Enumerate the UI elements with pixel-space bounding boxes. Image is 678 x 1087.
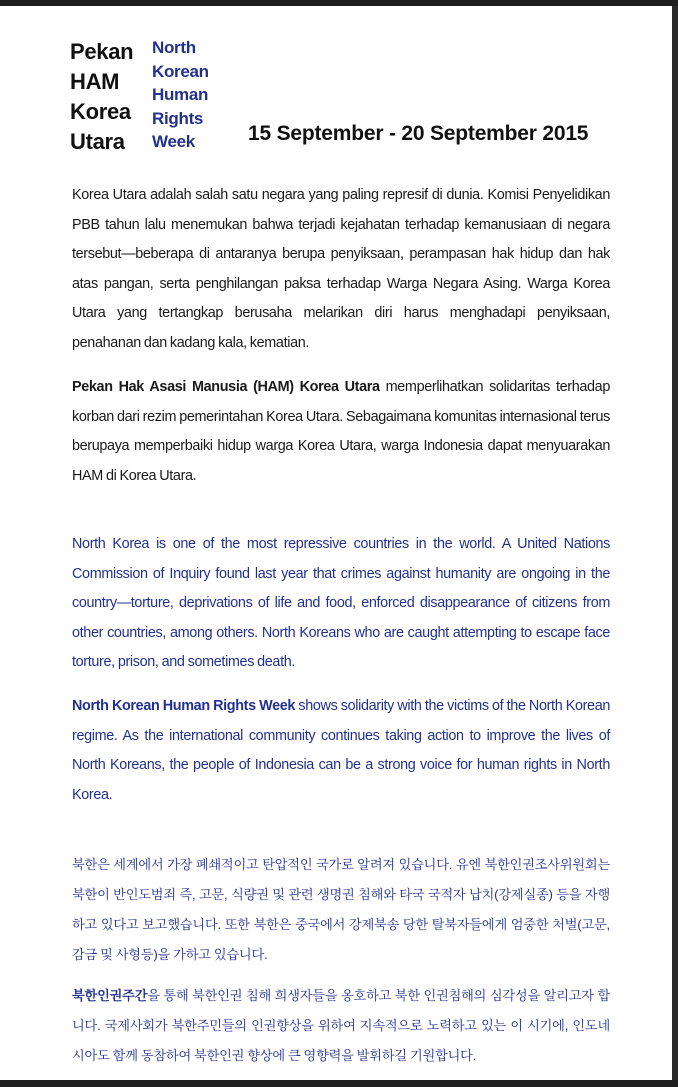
title-en-line: Human xyxy=(152,85,209,104)
korean-paragraph-2-lead: 북한인권주간 xyxy=(72,988,148,1003)
title-en-line: Rights xyxy=(152,108,204,128)
title-en-line: North xyxy=(152,38,196,57)
english-paragraph-2 xyxy=(72,692,610,810)
page-edge xyxy=(672,6,678,1080)
title-id-line: Korea xyxy=(70,99,131,124)
korean-paragraph-1: 북한은 세계에서 가장 폐쇄적이고 탄압적인 국가로 알려져 있습니다. 유엔 북한인권조사위원회는 북한이 반인도범죄 즉, 고문, 식량권 및 관련 생명권 침해와 타국 국적자 납치(강제실종) 등을 자행하고 있다고 보고했습니다. 또한 북한은 중국에서 강제북송 당한 탈북자들에게 엄중한 처벌(고문, 감금 및 사형등)을 가하고 있습니다. xyxy=(72,857,610,962)
indonesian-paragraph-1: Korea Utara adalah salah satu negara yang paling represif di dunia. Komisi Penyelidikan PBB tahun lalu menemukan bahwa terjadi kejahatan terhadap kemanusiaan di negara tersebut—beberapa di antaranya berupa penyiksaan, perampasan hak hidup dan hak atas pangan, serta penghilangan paksa terhadap Warga Negara Asing. Warga Korea Utara yang tertangkap berusaha melarikan diri harus menghadapi penyiksaan, penahanan dan kadang kala, kematian. xyxy=(72,187,610,351)
title-en-line: Korean xyxy=(152,61,209,81)
indonesian-paragraph-2-lead: Pekan Hak Asasi Manusia (HAM) Korea Utara xyxy=(72,379,380,395)
title-en-line: Week xyxy=(152,132,195,151)
english-paragraph-1: North Korea is one of the most repressive countries in the world. A United Nations Commission of Inquiry found last year that crimes against humanity are ongoing in the country—torture, deprivations of life and food, enforced disappearance of citizens from other countries, among others. North Koreans who are caught attempting to escape face torture, prison, and sometimes death. xyxy=(72,536,610,670)
date-range: 15 September - 20 September 2015 xyxy=(248,122,589,145)
indonesian-paragraph-2-rest: memperlihatkan solidaritas terhadap korban dari rezim pemerintahan Korea Utara. Sebagaimana komunitas internasional terus berupaya memperbaiki hidup warga Korea Utara, warga Indonesia dapat menyuarakan HAM di Korea Utara. xyxy=(72,379,610,484)
title-id-line: HAM xyxy=(70,69,120,94)
header xyxy=(70,33,630,153)
indonesian-paragraph-2 xyxy=(72,373,610,491)
korean-paragraph-2-rest: 을 통해 북한인권 침해 희생자들을 옹호하고 북한 인권침해의 심각성을 알리고자 합니다. 국제사회가 북한주민들의 인권향상을 위하여 지속적으로 노력하고 있는 이 시기에, 인도네시아도 함께 동참하여 북한인권 향상에 큰 영향력을 발휘하길 기원합니다. xyxy=(72,988,610,1063)
english-paragraph-2-rest: shows solidarity with the victims of the North Korean regime. As the international community continues taking action to improve the lives of North Koreans, the people of Indonesia can be a strong voice for human rights in North Korea. xyxy=(72,698,610,803)
english-paragraph-2-lead: North Korean Human Rights Week xyxy=(72,698,296,714)
document-page xyxy=(0,6,672,1080)
title-english xyxy=(152,36,232,154)
title-id-line: Utara xyxy=(70,129,125,154)
title-indonesian xyxy=(70,37,150,157)
korean-paragraph-2 xyxy=(72,981,610,1071)
title-id-line: Pekan xyxy=(70,39,134,64)
